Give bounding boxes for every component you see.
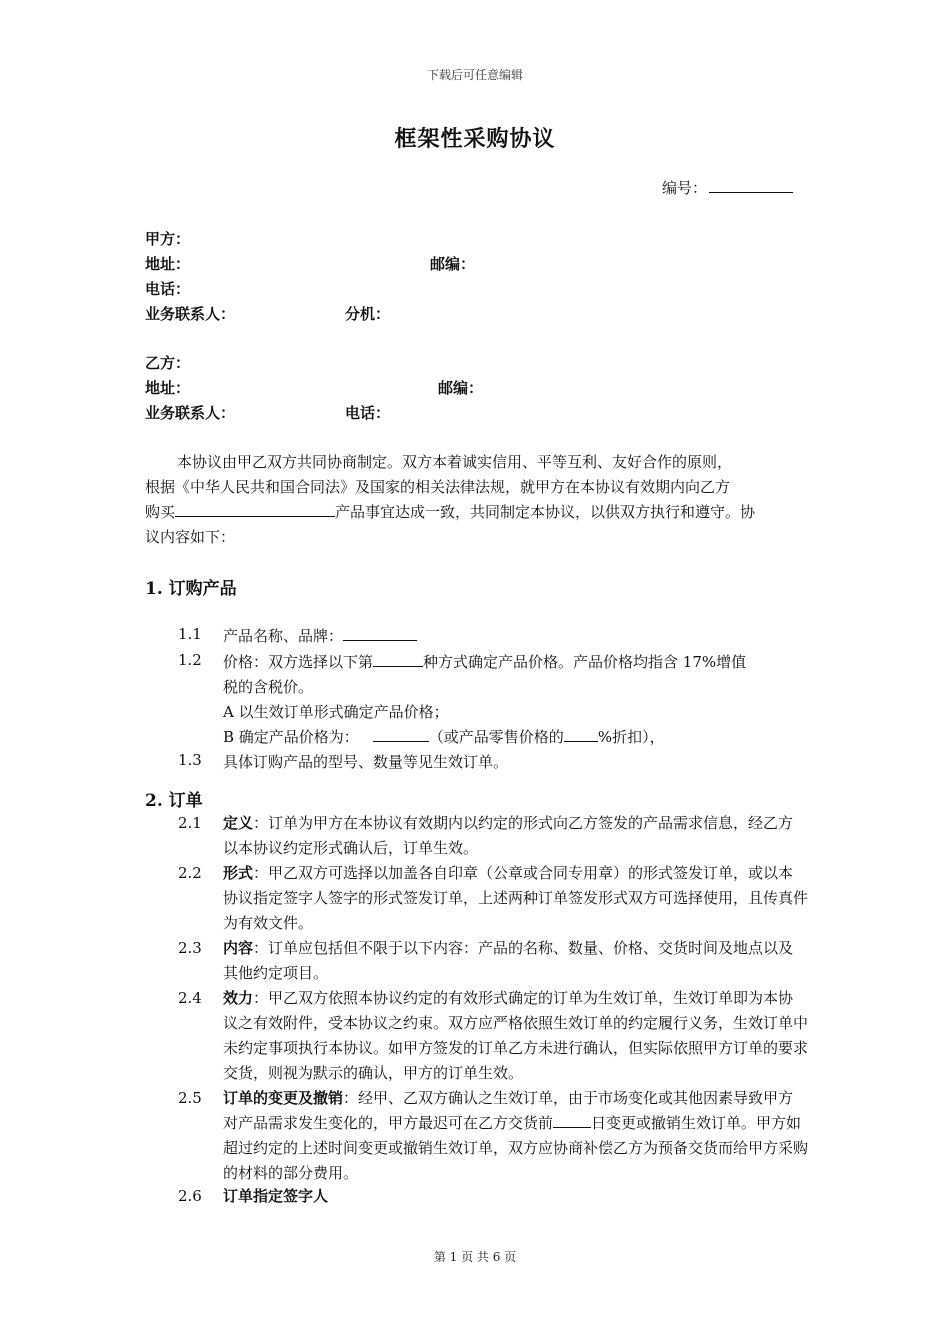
option-b-b: （或产品零售价格的 [428,728,564,746]
option-b-a: B 确定产品价格为： [223,728,359,746]
item-2-1 [178,811,813,861]
item-2-1-number: 2.1 [178,814,202,832]
party-a-phone: 电话： [145,280,191,298]
page-footer: 第 1 页 共 6 页 [433,1250,517,1264]
item-1-2-c: 税的含税价。 [223,678,314,696]
item-2-5-label: 订单的变更及撤销 [223,1089,344,1107]
item-2-6-number: 2.6 [178,1187,202,1205]
party-a-extension: 分机： [345,305,391,323]
item-2-2-text [223,861,808,936]
party-b-contact: 业务联系人： [145,404,236,422]
item-1-2-a: 价格：双方选择以下第 [223,653,374,671]
item-2-4-number: 2.4 [178,989,202,1007]
item-2-4-body: ：甲乙双方依照本协议约定的有效形式确定的订单为生效订单，生效订单即为本协议之有效附件，受本协议之约束。双方应严格依照生效订单的约定履行义务，生效订单中未约定事项执行本协议。如甲方签发的订单乙方未进行确认，但实际依照甲方订单的要求交货，则视为默示的确认，甲方的订单生效。 [223,989,809,1082]
document-number [662,177,793,198]
item-2-1-label: 定义 [223,814,254,832]
item-2-1-text [223,811,808,861]
item-2-3-label: 内容 [223,939,254,957]
item-2-2-body: ：甲乙双方可选择以加盖各自印章（公章或合同专用章）的形式签发订单，或以本协议指定签字人签字的形式签发订单，上述两种订单签发形式双方可选择使用，且传真件为有效文件。 [223,864,809,932]
item-2-3 [178,936,813,986]
section-1-heading: 1. 订购产品 [145,579,237,599]
item-1-1-label: 产品名称、品牌： [223,627,344,645]
intro-line-3a: 购买 [145,503,176,521]
party-a-address: 地址： [145,255,191,273]
option-a: A 以生效订单形式确定产品价格； [223,703,449,721]
item-1-2-b: 种方式确定产品价格。产品价格均指含 17%增值 [423,653,747,671]
page-header-note: 下载后可任意编辑 [426,68,523,82]
item-1-1-text [223,625,417,646]
document-number-label: 编号： [662,179,708,197]
option-b [223,726,665,747]
option-b-c: %折扣）， [597,728,665,746]
party-b-address: 地址： [145,379,191,397]
item-2-5 [178,1086,813,1186]
method-blank [373,652,423,667]
item-2-4 [178,986,813,1086]
item-2-6-text [223,1184,808,1209]
party-b-phone: 电话： [345,404,391,422]
party-a-label: 甲方： [145,230,191,248]
item-2-5-body-b: 日变更或撤销生效订单。甲方如超过约定的上述时间变更或撤销生效订单，双方应协商补偿乙方为预备交货而给甲方采购的材料的部分费用。 [223,1114,809,1182]
item-2-4-label: 效力 [223,989,254,1007]
party-b-postcode: 邮编： [438,379,484,397]
item-2-3-text [223,936,808,986]
item-2-1-body: ：订单为甲方在本协议有效期内以约定的形式向乙方签发的产品需求信息，经乙方以本协议约定形式确认后，订单生效。 [223,814,794,857]
item-1-3-text: 具体订购产品的型号、数量等见生效订单。 [223,753,509,771]
brand-blank [343,626,417,641]
party-a-contact: 业务联系人： [145,305,236,323]
item-2-2-label: 形式 [223,864,254,882]
document-number-blank [709,178,793,193]
item-2-2-number: 2.2 [178,864,202,882]
intro-line-3 [145,499,755,525]
document-title: 框架性采购协议 [394,126,556,152]
item-2-3-body: ：订单应包括但不限于以下内容：产品的名称、数量、价格、交货时间及地点以及其他约定项目。 [223,939,794,982]
section-2-heading: 2. 订单 [145,791,203,811]
item-2-6-label: 订单指定签字人 [223,1187,329,1205]
item-2-5-number: 2.5 [178,1089,202,1107]
item-1-1-number: 1.1 [178,625,202,643]
item-2-5-body-a: ：经甲、乙双方确认之生效订单，由于市场变化或其他因素导致甲方对产品需求发生变化的，甲方最迟可在乙方交货前 [223,1089,794,1132]
item-1-3-number: 1.3 [178,751,202,769]
intro-line-4: 议内容如下： [145,528,236,546]
intro-line-1: 本协议由甲乙双方共同协商制定。双方本着诚实信用、平等互利、友好合作的原则， [177,453,733,471]
product-blank [175,502,335,517]
item-2-3-number: 2.3 [178,939,202,957]
item-2-2 [178,861,813,936]
discount-blank [564,727,598,742]
item-1-2-text [223,651,746,672]
party-b-label: 乙方： [145,354,191,372]
item-2-5-text [223,1086,808,1186]
item-2-4-text [223,986,808,1086]
days-blank [553,1113,591,1128]
intro-line-3b: 产品事宜达成一致，共同制定本协议，以供双方执行和遵守。协 [335,503,756,521]
item-1-2-number: 1.2 [178,651,202,669]
price-blank [373,727,429,742]
intro-line-2: 根据《中华人民共和国合同法》及国家的相关法律法规，就甲方在本协议有效期内向乙方 [145,478,731,496]
party-a-postcode: 邮编： [430,255,476,273]
item-2-6 [178,1184,813,1209]
